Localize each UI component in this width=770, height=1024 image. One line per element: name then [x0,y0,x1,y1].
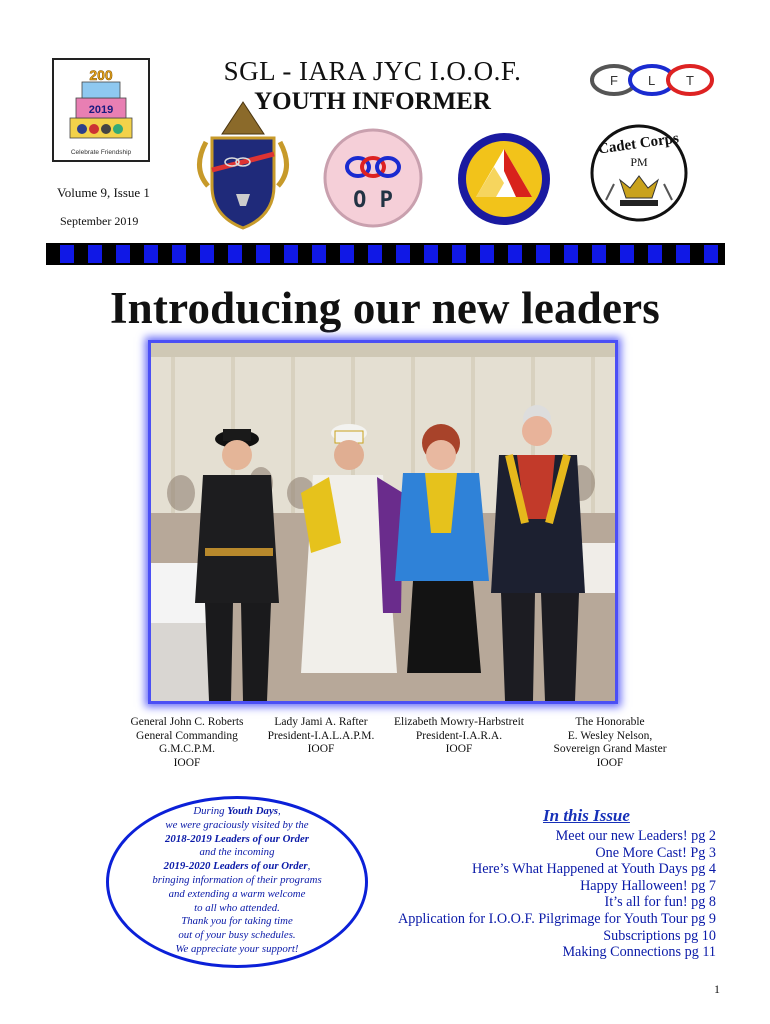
toc-item: Happy Halloween! pg 7 [580,877,716,894]
table-of-contents [398,828,716,961]
issue-date: September 2019 [60,214,139,228]
svg-text:Cadet Corps: Cadet Corps [597,130,680,158]
toc-item: Making Connections pg 11 [562,944,716,961]
svg-text:PM: PM [630,155,648,169]
youth-days-message: During Youth Days, we were graciously visited by the 2018-2019 Leaders of our Order and the incoming 2019-2020 Leaders of our Order, bringing information of their programs and extending a warm welcome to all who attended. Thank you for taking time out of your busy schedules. We appreciate your support! [152,805,322,955]
toc-item: Subscriptions pg 10 [603,927,716,944]
svg-text:L: L [648,73,656,88]
toc-item: Meet our new Leaders! pg 2 [555,828,716,844]
cadet-corps-logo [590,118,688,233]
issue-volume: Volume 9, Issue 1 [57,185,150,200]
svg-text:2019: 2019 [88,104,114,116]
toc-item: One More Cast! Pg 3 [595,844,716,861]
caption-mowry-harbstreit: Elizabeth Mowry-Harbstreit President-I.A.R.A. IOOF [394,716,524,755]
anniversary-logo [52,58,150,162]
svg-text:T: T [686,73,694,88]
flt-links-logo [588,58,718,107]
title-line1: SGL - IARA JYC I.O.O.F. [223,56,522,86]
crest-emblem [190,98,296,237]
svg-text:F: F [610,73,618,88]
caption-lady-rafter: Lady Jami A. Rafter President-I.A.L.A.P.M. IOOF [267,716,375,755]
svg-text:O P: O P [353,188,393,213]
toc-item: Application for I.O.O.F. Pilgrimage for Youth Tour pg 9 [398,910,716,927]
leaders-photo [148,340,618,704]
checkered-divider [46,243,725,265]
svg-text:200: 200 [89,67,113,83]
caption-general-roberts: General John C. Roberts General Commanding G.M.C.P.M. IOOF [130,716,244,769]
page-number: 1 [714,982,720,996]
headline: Introducing our new leaders [109,283,661,333]
op-logo [322,127,424,234]
toc-item: Here’s What Happened at Youth Days pg 4 [471,861,716,878]
svg-text:Celebrate Friendship: Celebrate Friendship [70,149,132,156]
toc-item: It’s all for fun! pg 8 [604,894,716,911]
triangle-ring-logo [456,127,552,234]
in-this-issue-heading: In this Issue [543,806,630,825]
caption-wesley-nelson: The Honorable E. Wesley Nelson, Sovereign Grand Master IOOF [553,716,667,769]
title-line2: YOUTH INFORMER [254,88,491,115]
